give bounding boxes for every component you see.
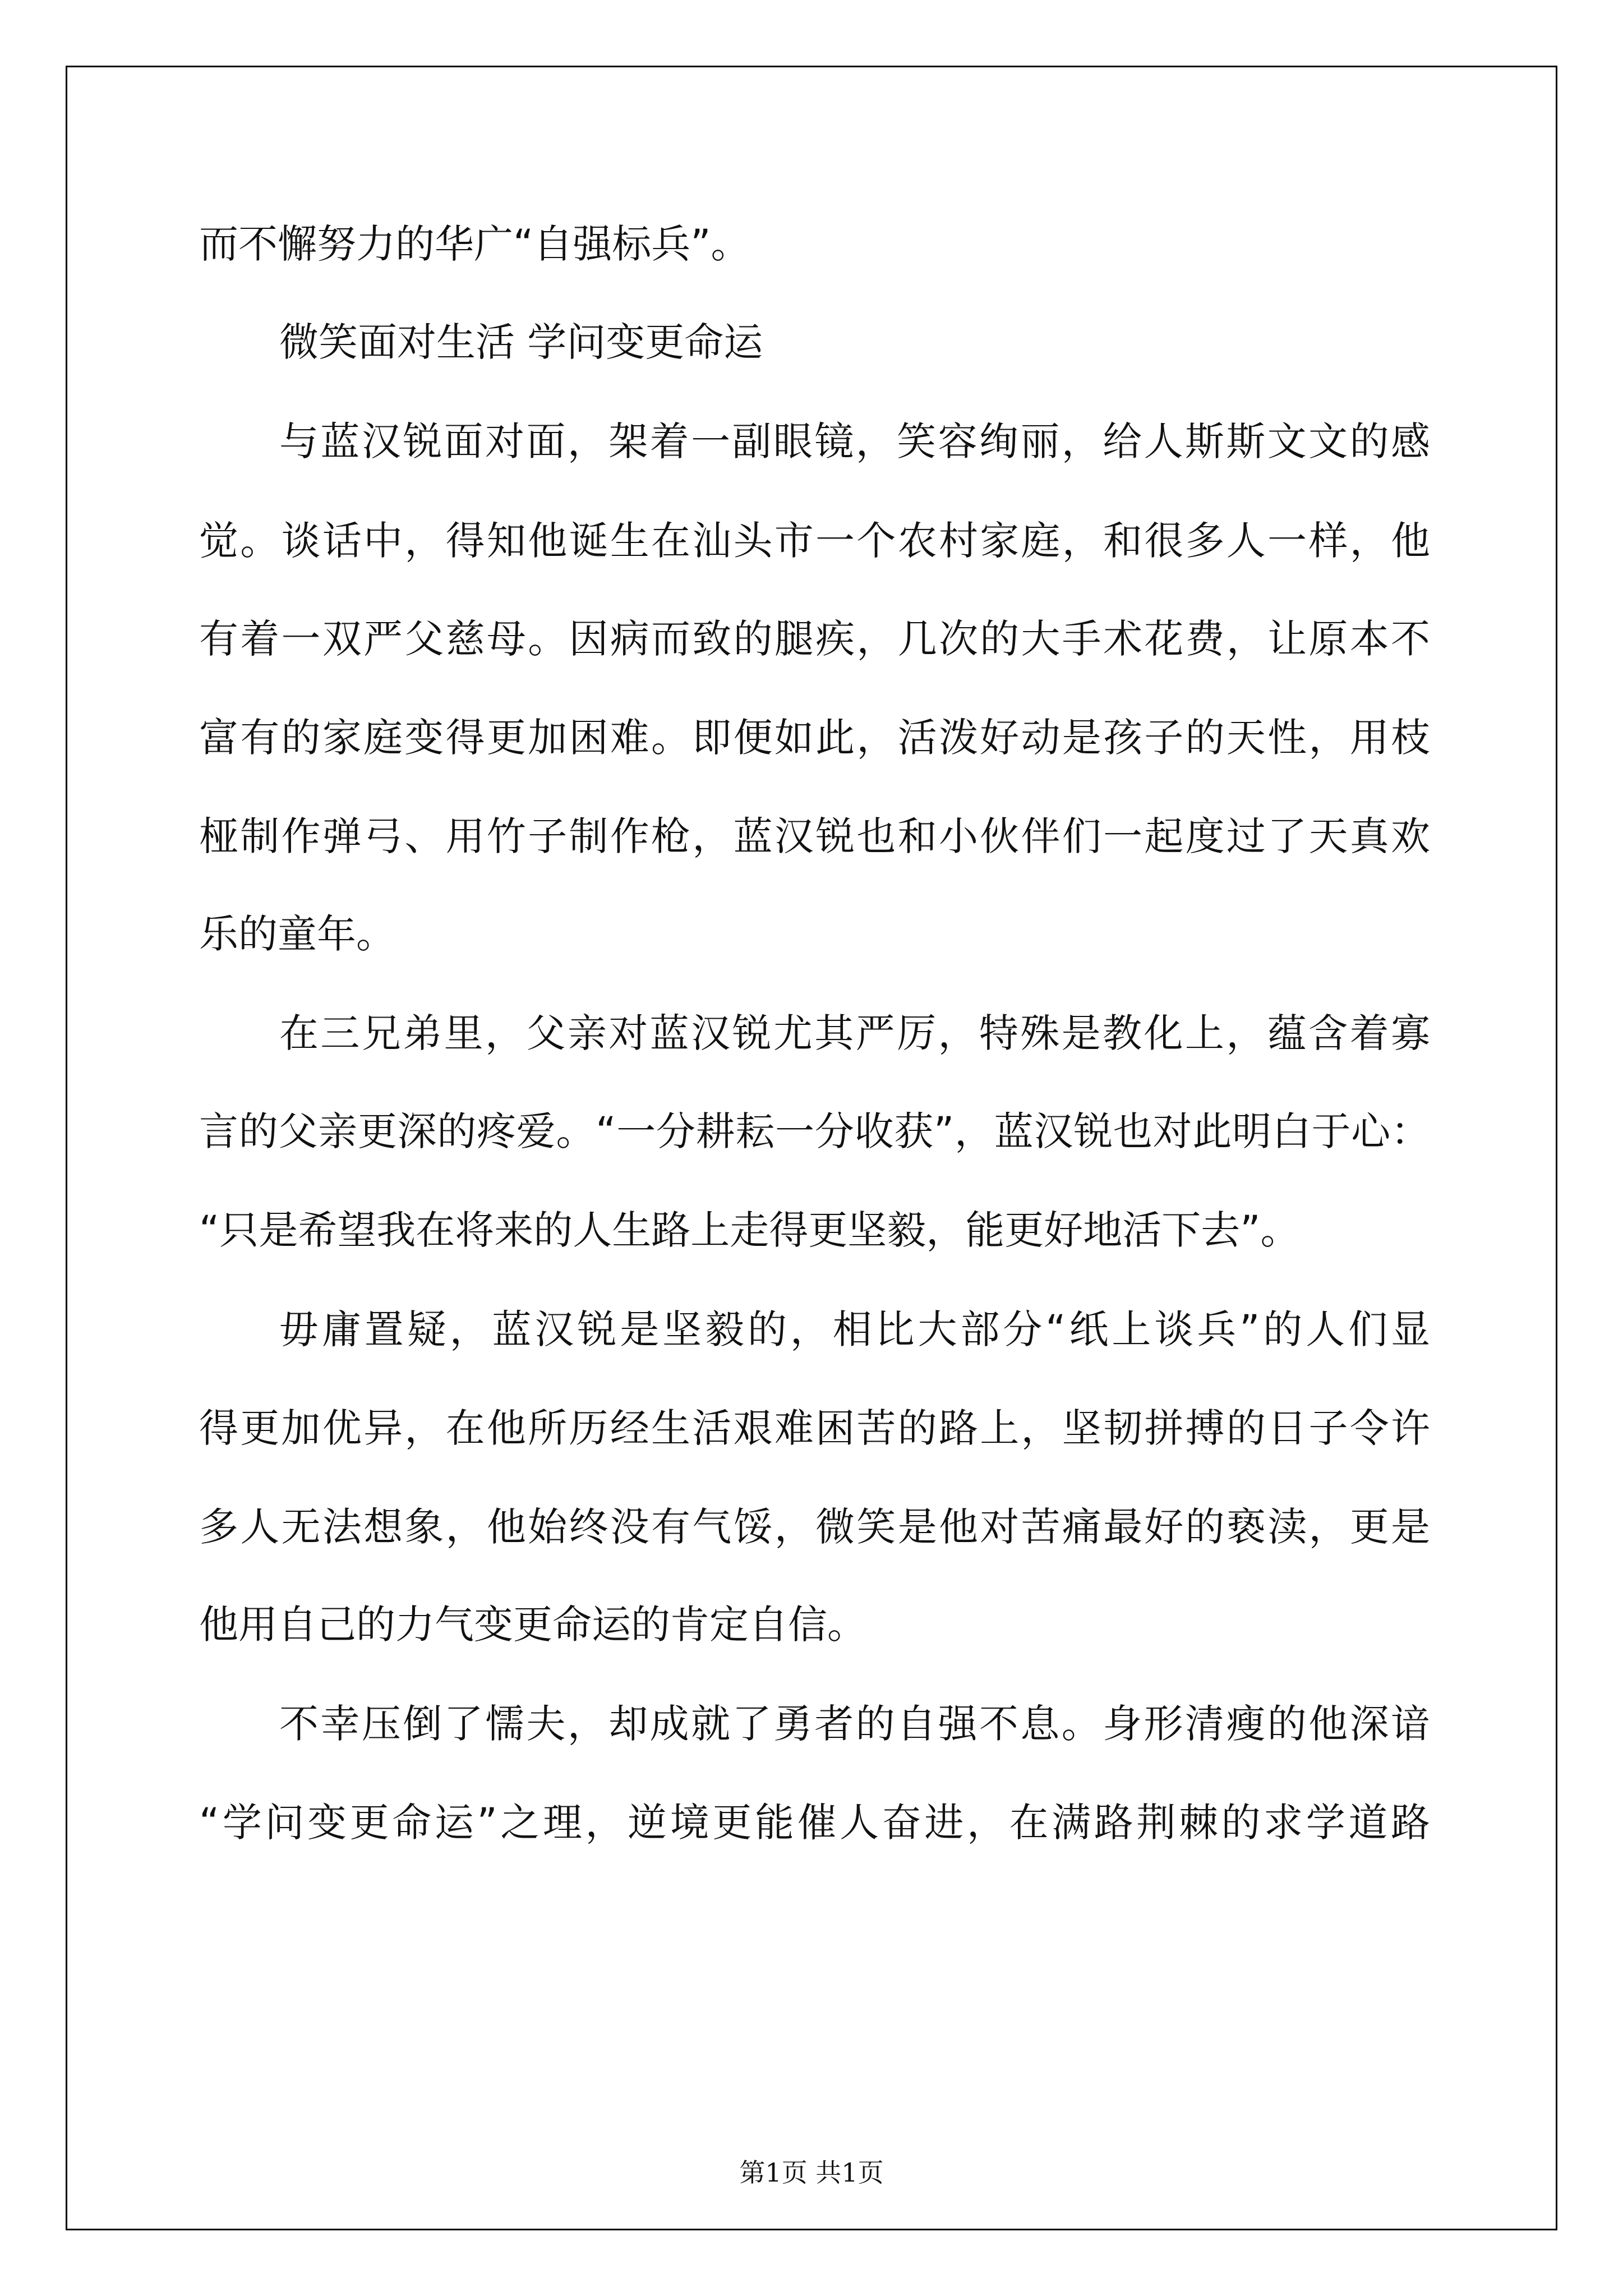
- text-line: 觉。谈话中，得知他诞生在汕头市一个农村家庭，和很多人一样，他: [199, 518, 1430, 564]
- text-line: 桠制作弹弓、用竹子制作枪，蓝汉锐也和小伙伴们一起度过了天真欢: [199, 813, 1430, 859]
- text-line: 不幸压倒了懦夫，却成就了勇者的自强不息。身形清瘦的他深谙: [279, 1701, 1430, 1747]
- section-heading: 微笑面对生活 学问变更命运: [279, 319, 763, 365]
- text-line: “学问变更命运”之理，逆境更能催人奋进，在满路荆棘的求学道路: [199, 1800, 1430, 1846]
- text-line: 富有的家庭变得更加困难。即便如此，活泼好动是孩子的天性，用枝: [199, 715, 1430, 761]
- text-line: 言的父亲更深的疼爱。“一分耕耘一分收获”，蓝汉锐也对此明白于心：: [199, 1108, 1430, 1154]
- text-line: 有着一双严父慈母。因病而致的腿疾，几次的大手术花费，让原本不: [199, 616, 1430, 662]
- text-line: 多人无法想象，他始终没有气馁，微笑是他对苦痛最好的亵渎，更是: [199, 1504, 1430, 1550]
- text-line: “只是希望我在将来的人生路上走得更坚毅，能更好地活下去”。: [199, 1207, 1300, 1253]
- text-line: 得更加优异，在他所历经生活艰难困苦的路上，坚韧拼搏的日子令许: [199, 1405, 1430, 1451]
- text-line: 毋庸置疑，蓝汉锐是坚毅的，相比大部分“纸上谈兵”的人们显: [279, 1306, 1430, 1352]
- text-line: 乐的童年。: [199, 911, 395, 957]
- text-line: 而不懈努力的华广“自强标兵”。: [199, 221, 750, 267]
- text-line: 在三兄弟里，父亲对蓝汉锐尤其严厉，特殊是教化上，蕴含着寡: [279, 1010, 1430, 1056]
- text-line: 与蓝汉锐面对面，架着一副眼镜，笑容绚丽，给人斯斯文文的感: [279, 418, 1430, 464]
- page-number-footer: 第1页 共1页: [739, 2157, 884, 2188]
- text-line: 他用自己的力气变更命运的肯定自信。: [199, 1602, 866, 1648]
